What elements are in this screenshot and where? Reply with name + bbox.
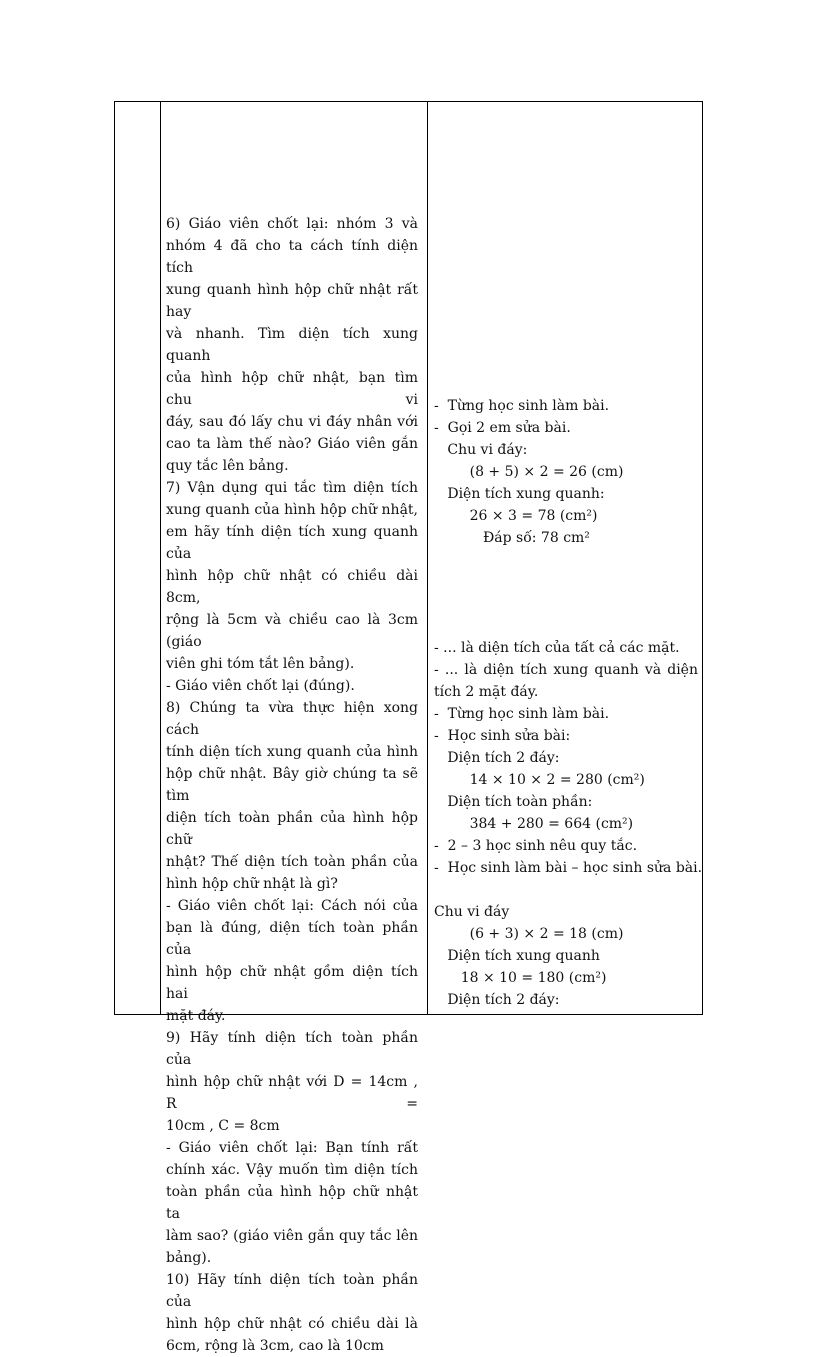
text-line: - Giáo viên chốt lại (đúng). <box>166 678 355 694</box>
text-line: cao ta làm thế nào? Giáo viên gắn <box>166 436 418 452</box>
text-line: hình hộp chữ nhật gồm diện tích hai <box>166 964 418 1002</box>
text-line: Chu vi đáy: <box>434 442 528 458</box>
text-line: 384 + 280 = 664 (cm²) <box>434 816 634 832</box>
text-line: - Từng học sinh làm bài. <box>434 398 610 414</box>
text-line: mặt đáy. <box>166 1008 226 1024</box>
text-line: hình hộp chữ nhật với D = 14cm , R = <box>166 1074 418 1112</box>
text-line: tính diện tích xung quanh của hình <box>166 744 418 760</box>
text-line: bạn là đúng, diện tích toàn phần của <box>166 920 418 958</box>
text-line: - Học sinh làm bài – học sinh sửa bài. <box>434 860 703 876</box>
text-line: rộng là 5cm và chiều cao là 3cm (giáo <box>166 612 418 650</box>
text-line: hộp chữ nhật. Bây giờ chúng ta sẽ tìm <box>166 766 418 804</box>
text-line: tích 2 mặt đáy. <box>434 684 539 700</box>
text-line: làm sao? (giáo viên gắn quy tắc lên <box>166 1228 418 1244</box>
text-line: toàn phần của hình hộp chữ nhật ta <box>166 1184 418 1222</box>
text-line: Diện tích 2 đáy: <box>434 750 560 766</box>
column-divider-2 <box>427 102 428 1014</box>
text-line: hình hộp chữ nhật có chiều dài là <box>166 1316 418 1332</box>
text-line: của hình hộp chữ nhật, bạn tìm chu vi <box>166 370 418 408</box>
text-line: 26 × 3 = 78 (cm²) <box>434 508 598 524</box>
text-line: (6 + 3) × 2 = 18 (cm) <box>434 926 624 942</box>
text-line: 8) Chúng ta vừa thực hiện xong cách <box>166 700 418 738</box>
text-line: bảng). <box>166 1250 212 1266</box>
text-line: - ... là diện tích của tất cả các mặt. <box>434 640 680 656</box>
text-line: Chu vi đáy <box>434 904 510 920</box>
text-line: xung quanh hình hộp chữ nhật rất hay <box>166 282 418 320</box>
text-line: chính xác. Vậy muốn tìm diện tích <box>166 1162 418 1178</box>
text-line: nhật? Thế diện tích toàn phần của <box>166 854 418 870</box>
text-line: Đáp số: 78 cm² <box>434 530 590 546</box>
text-line: 7) Vận dụng qui tắc tìm diện tích <box>166 480 418 496</box>
text-line: đáy, sau đó lấy chu vi đáy nhân với <box>166 414 418 430</box>
text-line: - 2 – 3 học sinh nêu quy tắc. <box>434 838 638 854</box>
text-line: - Giáo viên chốt lại: Bạn tính rất <box>166 1140 418 1156</box>
text-line: 14 × 10 × 2 = 280 (cm²) <box>434 772 645 788</box>
text-line: - Học sinh sửa bài: <box>434 728 571 744</box>
text-line: quy tắc lên bảng. <box>166 458 289 474</box>
text-line: hình hộp chữ nhật có chiều dài 8cm, <box>166 568 418 606</box>
text-line: Diện tích xung quanh <box>434 948 600 964</box>
text-line: 18 × 10 = 180 (cm²) <box>434 970 607 986</box>
text-line: và nhanh. Tìm diện tích xung quanh <box>166 326 418 364</box>
text-line: 9) Hãy tính diện tích toàn phần của <box>166 1030 418 1068</box>
text-line: xung quanh của hình hộp chữ nhật, <box>166 502 418 518</box>
student-activities-column <box>434 395 703 1011</box>
text-line: 10) Hãy tính diện tích toàn phần của <box>166 1272 418 1310</box>
text-line: - Gọi 2 em sửa bài. <box>434 420 571 436</box>
text-line: 10cm , C = 8cm <box>166 1118 280 1134</box>
text-line: diện tích toàn phần của hình hộp chữ <box>166 810 418 848</box>
text-line: nhóm 4 đã cho ta cách tính diện tích <box>166 238 418 276</box>
text-line: 6) Giáo viên chốt lại: nhóm 3 và <box>166 216 418 232</box>
text-line: - Giáo viên chốt lại: Cách nói của <box>166 898 418 914</box>
text-line: hình hộp chữ nhật là gì? <box>166 876 338 892</box>
text-line: Diện tích xung quanh: <box>434 486 605 502</box>
column-divider-1 <box>160 102 161 1014</box>
text-line: - Từng học sinh làm bài. <box>434 706 610 722</box>
text-line: - ... là diện tích xung quanh và diện <box>434 662 698 678</box>
text-line: Diện tích toàn phần: <box>434 794 593 810</box>
teacher-activities-column <box>166 213 418 1357</box>
text-line: em hãy tính diện tích xung quanh của <box>166 524 418 562</box>
lesson-table <box>114 101 703 1354</box>
text-line: (8 + 5) × 2 = 26 (cm) <box>434 464 624 480</box>
text-line: 6cm, rộng là 3cm, cao là 10cm <box>166 1338 384 1354</box>
text-line: viên ghi tóm tắt lên bảng). <box>166 656 355 672</box>
text-line: Diện tích 2 đáy: <box>434 992 560 1008</box>
